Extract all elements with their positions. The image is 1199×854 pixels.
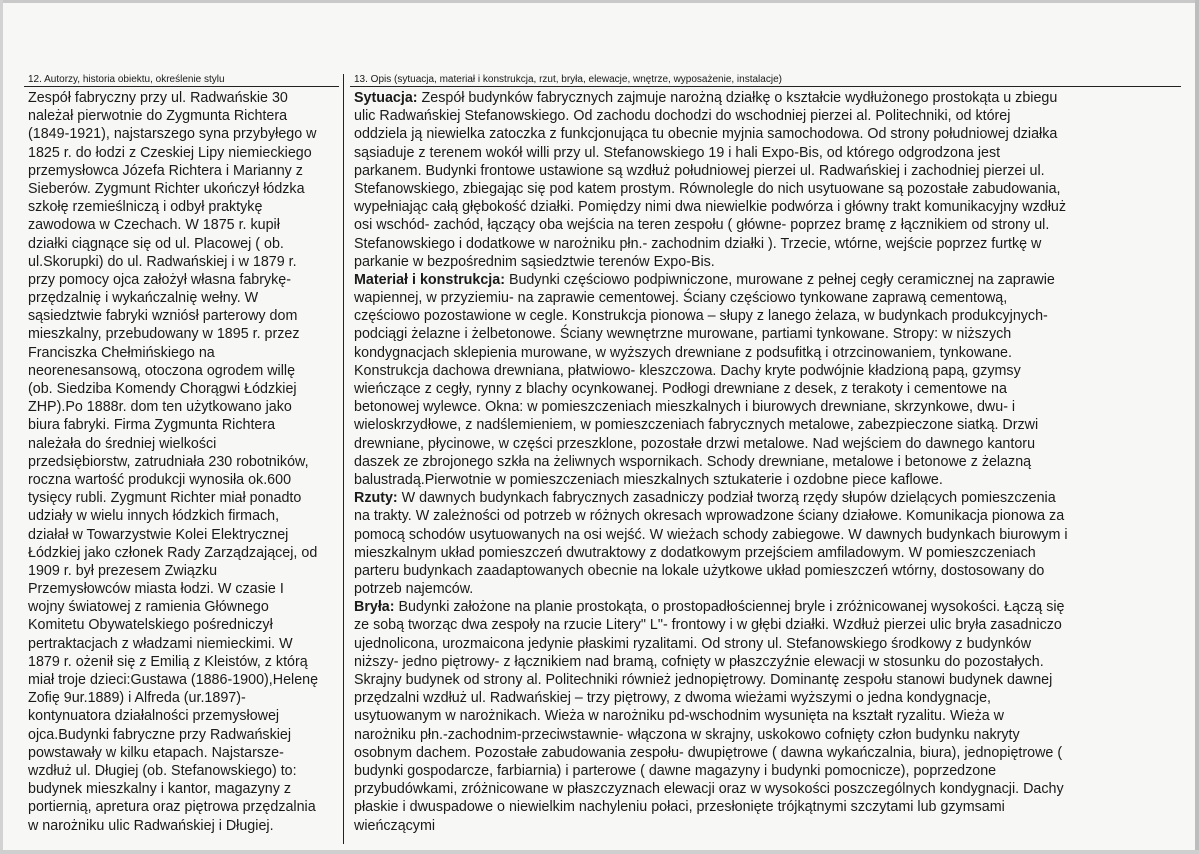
history-line: zawodowa w Czechach. W 1875 r. kupił	[28, 217, 280, 234]
description-text: wieloskrzydłowe, z nadślemieniem, w pomieszczeniach fabrycznych metalowe, zabezpieczone siatką. Drzwi	[354, 417, 1039, 434]
description-text: parkanie w bezpośrednim sąsiedztwie terenów Expo-Bis.	[354, 253, 715, 270]
history-line: w narożniku ulic Radwańskiej i Długiej.	[28, 817, 274, 834]
description-line	[354, 744, 1184, 762]
description-line	[354, 526, 1184, 544]
description-text: balustradą.Pierwotnie w pomieszczeniach mieszkalnych sztukaterie i ozdobne piece kaflowe.	[354, 471, 943, 488]
history-line: Łódzkiej jako członek Rady Zarządzającej, od	[28, 544, 318, 561]
description-text: Skrajny budynek od strony al. Politechniki również jednopiętrowy. Dominantę zespołu stanowi budynek dawnej	[354, 672, 1053, 688]
history-line: powstawały w kilku etapach. Najstarsze-	[28, 744, 284, 761]
history-line: należała do średniej wielkości	[28, 435, 217, 452]
description-line	[354, 544, 1184, 562]
history-line: Zespół fabryczny przy ul. Radwańskie 30	[28, 90, 288, 106]
description-text: częściowo pozostawione w cegle. Konstrukcja pionowa – słupy z lanego żelaza, w budynkach produkcyjnych-	[354, 308, 1048, 325]
history-line: (ob. Siedziba Komendy Chorągwi Łódzkiej	[28, 381, 297, 397]
description-line	[354, 635, 1184, 653]
description-text: Konstrukcja dachowa drewniana, płatwiowo- kleszczowa. Dachy kryte podwójnie kładzioną papą, gzymsy	[354, 362, 1021, 379]
description-text: przędzalni wzdłuż ul. Radwańskiej – trzy piętrowy, z dwoma wieżami wyższymi o jedna kondygnacje,	[354, 690, 992, 707]
history-line: 1879 r. ożenił się z Emilią z Kleistów, z którą	[28, 653, 308, 670]
description-line	[354, 398, 1184, 416]
description-line	[354, 180, 1184, 198]
section-label: Bryła:	[354, 599, 395, 616]
scan-edge-top	[0, 0, 1199, 3]
description-line	[354, 689, 1184, 707]
description-line	[354, 307, 1184, 325]
history-line: ojca.Budynki fabryczne przy Radwańskiej	[28, 726, 292, 743]
description-text: wypełniając całą głębokość działki. Pomiędzy nimi dwa niewielkie podwórza i główny trakt komunikacyjny wzdłuż	[354, 199, 1066, 216]
description-line	[354, 562, 1184, 580]
description-text: oddziela ją niewielka zatoczka z funkcjonująca tu obecnie myjnia samochodowa. Od strony południowej działka	[354, 126, 1058, 143]
history-line: neorenesansową, otoczona ogrodem willę	[28, 362, 296, 379]
description-column	[354, 89, 1184, 835]
description-line	[354, 162, 1184, 180]
description-line	[354, 598, 1184, 616]
description-text: Zespół budynków fabrycznych zajmuje narożną działkę o kształcie wydłużonego prostokąta u zbiegu	[417, 90, 1058, 106]
history-line: Komitetu Obywatelskiego pośredniczył	[28, 617, 273, 634]
description-line	[354, 762, 1184, 780]
description-text: podciągi żelazne i żelbetonowe. Ściany wewnętrzne murowane, partiami tynkowane. Stropy: w niższych	[354, 326, 1012, 343]
section-12-header: 12. Autorzy, historia obiektu, określenie stylu	[28, 74, 225, 85]
description-text: drewniane, płycinowe, w części przeszklone, pozostałe drzwi metalowe. Nad wejściem do dawnego kantoru	[354, 435, 1036, 452]
history-line: Przemysłowców miasta łodzi. W czasie I	[28, 581, 284, 598]
description-line	[354, 671, 1184, 689]
scan-edge-left	[0, 0, 3, 854]
history-line: portiernią, apretura oraz piętrowa przędzalnia	[28, 799, 316, 816]
description-text: pomocą schodów usytuowanych na osi wejść. W wieżach schody zabiegowe. W dawnych budynkach biurowym i	[354, 526, 1068, 543]
description-line	[354, 362, 1184, 380]
history-line: szkołę rzemieślniczą i odbył praktykę	[28, 199, 263, 216]
description-text: wieńczące z cegły, rynny z blachy ocynkowanej. Podłogi drewniane z desek, z terakoty i cementowe na	[354, 381, 1007, 397]
description-text: wapiennej, w przyziemiu- na zaprawie cementowej. Ściany częściowo tynkowane zaprawą cementową,	[354, 290, 1008, 307]
history-line: udziały w wielu innych łódzkich firmach,	[28, 508, 280, 525]
description-text: Stefanowskiego i dodatkowe w narożniku płn.- zachodnim działki ). Trzecie, wtórne, wejście poprzez furtkę w	[354, 235, 1042, 252]
description-line	[354, 798, 1184, 816]
description-line	[354, 271, 1184, 289]
history-line: tysięcy rubli. Zygmunt Richter miał ponadto	[28, 490, 302, 507]
description-text: narożniku płn.-zachodnim-przeciwstawnie- włączona w skrajny, uskokowo cofnięty człon budynku nakryty	[354, 726, 1020, 743]
description-text: Budynki założone na planie prostokąta, o prostopadłościennej bryle i zróżnicowanej wysokości. Łączą się	[394, 599, 1065, 616]
description-text: wieńczącymi	[354, 817, 436, 834]
description-text: W dawnych budynkach fabrycznych zasadniczy podział tworzą rzędy słupów dzielących pomieszczenia	[397, 490, 1056, 507]
description-text: daszek ze zbrojonego szkła na żeliwnych wspornikach. Schody drewniane, metalowe i betonowe z żelazną	[354, 453, 1032, 470]
description-line	[354, 780, 1184, 798]
description-text: Stefanowskiego, zbiegając się pod katem prostym. Równolegle do nich usytuowane są pozostałe zabudowania,	[354, 180, 1061, 197]
description-line	[354, 325, 1184, 343]
description-line	[354, 453, 1184, 471]
description-text: ze sobą tworząc dwa zespoły na rzucie Litery" L"- frontowy i w głębi działki. Wzdłuż pierzei ulic bryła zasadniczo	[354, 617, 1062, 634]
history-line: Zofię 9ur.1889) i Alfreda (ur.1897)-	[28, 690, 246, 707]
description-line	[354, 707, 1184, 725]
description-text: mieszkalnym układ pomieszczeń dwutraktowy z dodatkowym przejściem amfiladowym. W pomieszczeniach	[354, 544, 1036, 561]
history-line: pertraktacjach z władzami niemieckimi. W	[28, 635, 293, 652]
description-text: sąsiaduje z terenem wokół willi przy ul. Stefanowskiego 19 i hali Expo-Bis, od którego odgrodzona jest	[354, 144, 1001, 161]
description-text: betonowej wylewce. Okna: w pomieszczeniach mieszkalnych i biurowych drewniane, skrzynkowe, dwu- i	[354, 399, 1016, 416]
description-text: osobnym dachem. Pozostałe zabudowania zespołu- dwupiętrowe ( dawna wykańczalnia, biura), jednopiętrowe (	[354, 744, 1063, 761]
description-line	[354, 726, 1184, 744]
history-line: ZHP).Po 1888r. dom ten użytkowano jako	[28, 399, 292, 416]
header-rule-left	[24, 86, 339, 87]
description-line	[354, 471, 1184, 489]
section-label: Materiał i konstrukcja:	[354, 271, 505, 288]
description-text: parkanem. Budynki frontowe ustawione są wzdłuż południowej pierzei ul. Radwańskiej i zachodniej pierzei ul.	[354, 162, 1045, 179]
description-line	[354, 817, 1184, 835]
description-line	[354, 125, 1184, 143]
section-label: Rzuty:	[354, 490, 398, 507]
description-text: ujednolicona, urozmaicona jedynie płaskimi ryzalitami. Od strony ul. Stefanowskiego środkowy z budynków	[354, 635, 1032, 652]
history-line: (1849-1921), najstarszego syna przybyłego w	[28, 126, 317, 143]
history-line: przy pomocy ojca założył własna fabrykę-	[28, 271, 292, 288]
history-line: kontynuatora działalności przemysłowej	[28, 708, 280, 725]
description-line	[354, 580, 1184, 598]
description-text: kondygnacjach sklepienia murowane, w wyższych drewniane z podsufitką i otrzcinowaniem, tynkowane.	[354, 344, 1012, 361]
description-text: na trakty. W zależności od potrzeb w różnych okresach wprowadzone ściany działowe. Komunikacja pionowa za	[354, 508, 1065, 525]
description-line	[354, 89, 1184, 107]
history-line: mieszkalny, przebudowany w 1895 r. przez	[28, 326, 300, 343]
description-line	[354, 616, 1184, 634]
description-line	[354, 435, 1184, 453]
description-line	[354, 253, 1184, 271]
history-line: działał w Towarzystwie Kolei Elektrycznej	[28, 526, 289, 543]
section-label: Sytuacja:	[354, 90, 418, 106]
description-text: osi wschód- zachód, łączący oba wejścia na teren zespołu ( główne- poprzez bramę z łącznikiem od strony ul.	[354, 217, 1050, 234]
section-13-header: 13. Opis (sytuacja, materiał i konstrukcja, rzut, bryła, elewacje, wnętrze, wyposażenie, instalacje)	[354, 74, 782, 85]
description-line	[354, 289, 1184, 307]
description-text: ulic Radwańskiej Stefanowskiego. Od zachodu dochodzi do wschodniej pierzei al. Politechniki, od której	[354, 108, 1011, 125]
description-line	[354, 107, 1184, 125]
description-line	[354, 489, 1184, 507]
description-text: niższy- jedno piętrowy- z łącznikiem nad bramą, cofnięty w płaszczyźnie elewacji w stosunku do pozostałych.	[354, 653, 1044, 670]
history-line: biura fabryki. Firma Zygmunta Richtera	[28, 417, 276, 434]
description-line	[354, 653, 1184, 671]
history-line: wzdłuż ul. Długiej (ob. Stefanowskiego) to:	[28, 762, 297, 779]
history-line: roczna wartość produkcji wynosiła ok.600	[28, 471, 292, 488]
scan-edge-bottom	[0, 850, 1199, 854]
scan-edge-right	[1195, 0, 1199, 854]
history-line: przemysłowca Józefa Richtera i Marianny z	[28, 162, 303, 179]
description-line	[354, 216, 1184, 234]
description-line	[354, 198, 1184, 216]
history-line: Franciszka Chełmińskiego na	[28, 344, 215, 361]
description-text: potrzeb najemców.	[354, 581, 474, 598]
column-divider	[343, 74, 344, 844]
description-text: usytuowanym w narożnikach. Wieża w narożniku pd-wschodnim wysunięta na kształt ryzalitu. Wieża w	[354, 708, 1004, 725]
history-column	[28, 89, 338, 835]
description-text: płaskie i dwuspadowe o niewielkim nachyleniu połaci, przesłonięte trójkątnymi szczytami lub gzymsami	[354, 799, 1005, 816]
history-line: 1825 r. do łodzi z Czeskiej Lipy niemieckiego	[28, 144, 312, 161]
description-text: przybudówkami, zróżnicowane w płaszczyznach elewacji oraz w wysokości poszczególnych kondygnacji. Dachy	[354, 781, 1064, 798]
description-text: Budynki częściowo podpiwniczone, murowane z pełnej cegły ceramicznej na zaprawie	[504, 271, 1055, 288]
history-line: działki ciągnące się od ul. Placowej ( ob.	[28, 235, 284, 252]
history-line: ul.Skorupki) do ul. Radwańskiej i w 1879 r.	[28, 253, 297, 270]
header-rule-right	[350, 86, 1181, 87]
description-line	[354, 144, 1184, 162]
description-line	[354, 416, 1184, 434]
history-line: 1909 r. był prezesem Związku	[28, 562, 218, 579]
history-line: budynek mieszkalny i kantor, magazyny z	[28, 781, 292, 798]
history-line: miał troje dzieci:Gustawa (1886-1900),Helenę	[28, 672, 319, 688]
history-line: przędzalnię i wykańczalnię wełny. W	[28, 290, 259, 307]
history-line: wojny światowej z ramienia Głównego	[28, 599, 269, 616]
description-line	[354, 235, 1184, 253]
history-line: przedsiębiorstw, zatrudniała 230 robotników,	[28, 453, 309, 470]
description-line	[354, 380, 1184, 398]
history-line: sąsiedztwie fabryki wzniósł parterowy dom	[28, 308, 298, 325]
description-line	[354, 507, 1184, 525]
description-text: budynki gospodarcze, farbiarnia) i parterowe ( dawne magazyny i budynki pomocnicze), poprzedzone	[354, 762, 997, 779]
history-line: należał pierwotnie do Zygmunta Richtera	[28, 108, 288, 125]
description-text: parteru budynkach zaadaptowanych obecnie na lokale użytkowe układ pomieszczeń wtórny, dostosowany do	[354, 562, 1045, 579]
description-line	[354, 344, 1184, 362]
history-line: Sieberów. Zygmunt Richter ukończył łódzka	[28, 180, 305, 197]
